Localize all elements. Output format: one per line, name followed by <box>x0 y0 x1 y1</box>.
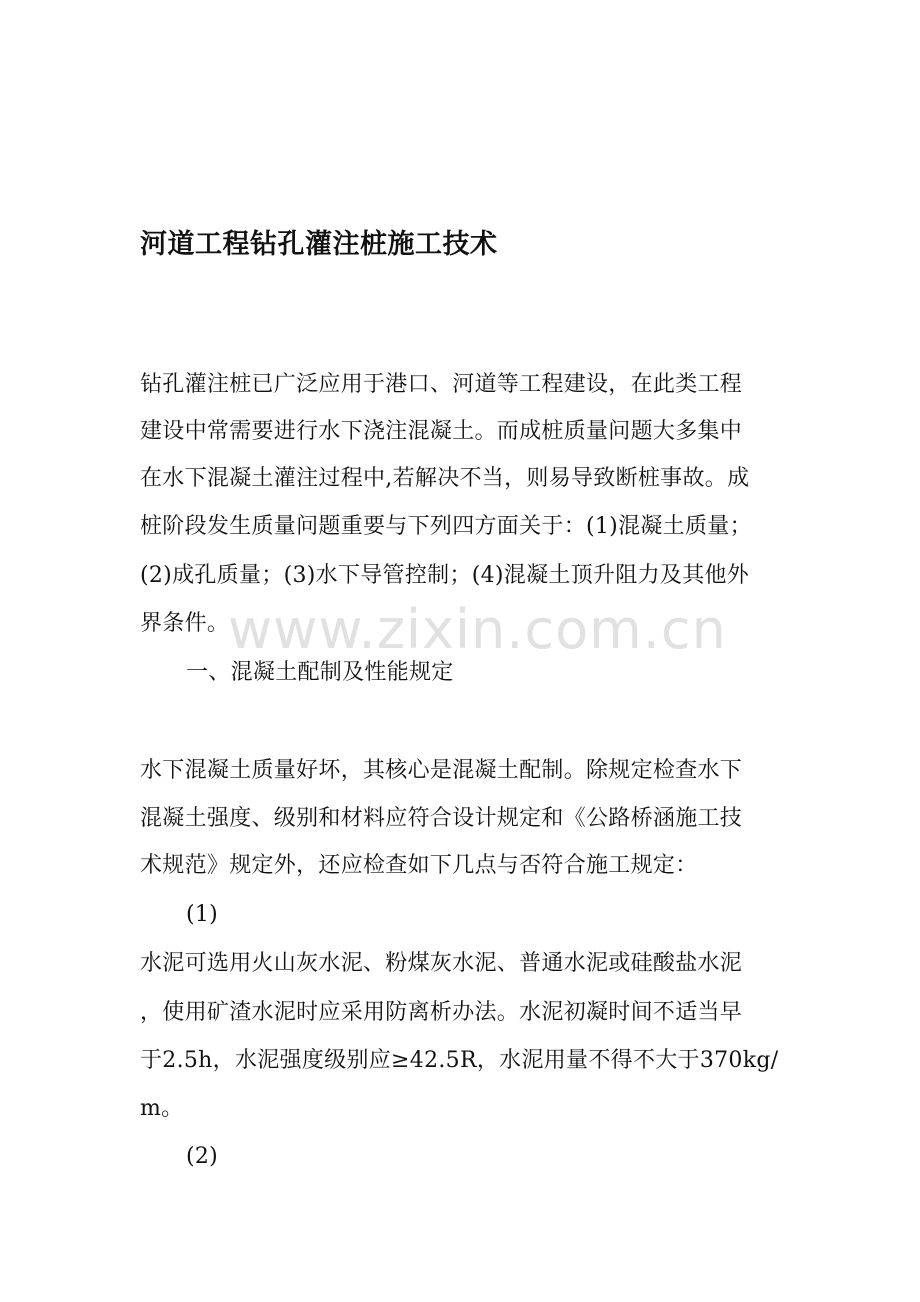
paragraph-line: 于2.5h，水泥强度级别应≥42.5R，水泥用量不得不大于370kg/ <box>140 1048 779 1073</box>
paragraph-line: 术规范》规定外，还应检查如下几点与否符合施工规定： <box>140 853 698 878</box>
list-item-number: (1) <box>186 902 219 927</box>
paragraph-line: 在水下混凝土灌注过程中,若解决不当，则易导致断桩事故。成 <box>140 466 750 491</box>
section-heading: 一、混凝土配制及性能规定 <box>186 660 454 685</box>
watermark: www.zixin.com.cn <box>228 598 727 661</box>
paragraph-line: 建设中常需要进行水下浇注混凝土。而成桩质量问题大多集中 <box>140 419 743 444</box>
paragraph-line: 桩阶段发生质量问题重要与下列四方面关于：(1)混凝土质量； <box>140 514 752 539</box>
paragraph-line: 钻孔灌注桩已广泛应用于港口、河道等工程建设，在此类工程 <box>140 372 743 397</box>
paragraph-line: ，使用矿渣水泥时应采用防离析办法。水泥初凝时间不适当早 <box>140 1000 743 1025</box>
paragraph-line: 混凝土强度、级别和材料应符合设计规定和《公路桥涵施工技 <box>140 806 743 831</box>
document-title: 河道工程钻孔灌注桩施工技术 <box>140 229 498 260</box>
paragraph-line: (2)成孔质量；(3)水下导管控制；(4)混凝土顶升阻力及其他外 <box>140 563 750 588</box>
paragraph-line: 界条件。 <box>140 611 230 636</box>
paragraph-line: 水泥可选用火山灰水泥、粉煤灰水泥、普通水泥或硅酸盐水泥 <box>140 951 743 976</box>
paragraph-line: 水下混凝土质量好坏，其核心是混凝土配制。除规定检查水下 <box>140 758 743 783</box>
list-item-number: (2) <box>186 1144 219 1169</box>
paragraph-line: m。 <box>140 1096 184 1121</box>
